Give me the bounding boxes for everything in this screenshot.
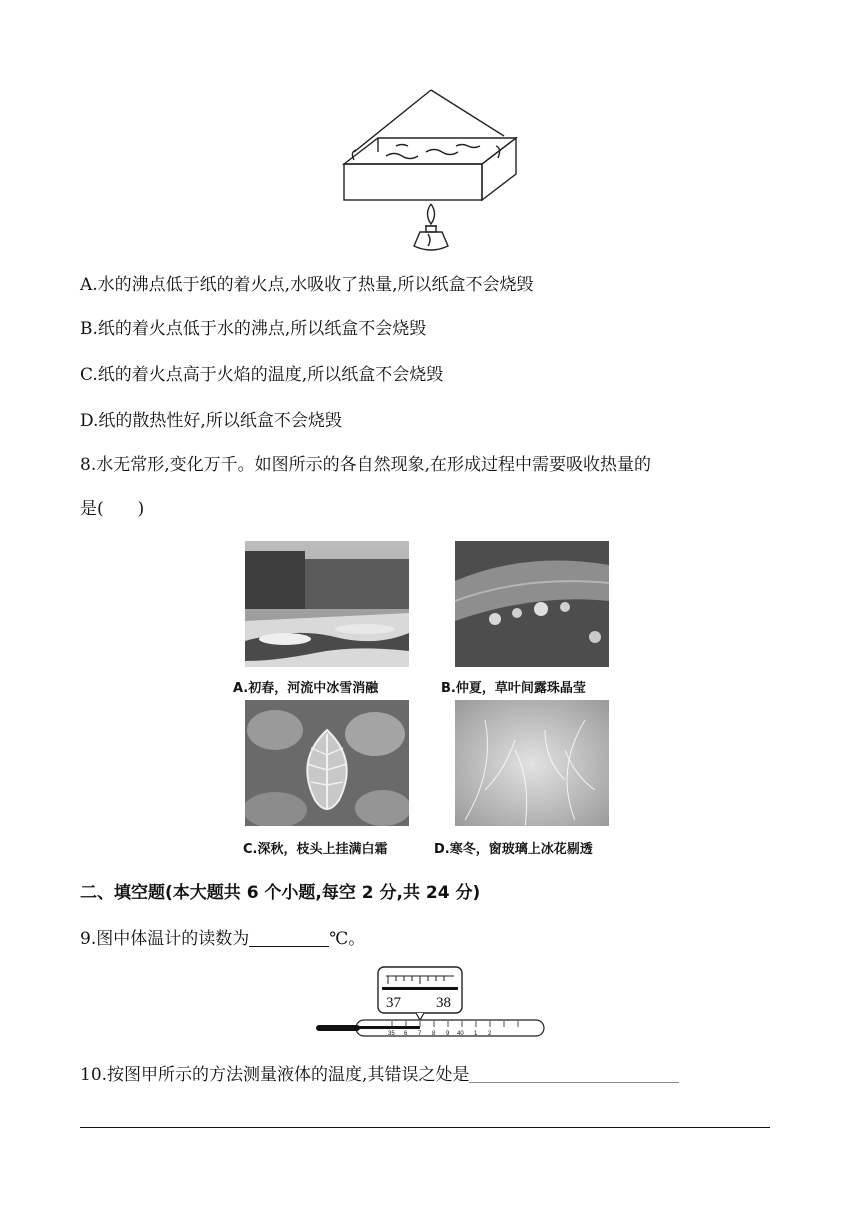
q7-option-d: D.纸的散热性好,所以纸盒不会烧毁 (80, 411, 342, 431)
q9-prefix: 9.图中体温计的读数为 (80, 929, 250, 949)
q10-answer-blank-1[interactable] (469, 1064, 679, 1083)
q9-answer-blank[interactable] (249, 928, 329, 947)
q9-suffix: ℃。 (329, 929, 366, 949)
q7-option-c: C.纸的着火点高于火焰的温度,所以纸盒不会烧毁 (80, 365, 444, 385)
q7-option-b: B.纸的着火点低于水的沸点,所以纸盒不会烧毁 (80, 319, 427, 339)
scale-label-39: 9 (446, 1031, 450, 1037)
q8-stem-line1: 8.水无常形,变化万千。如图所示的各自然现象,在形成过程中需要吸收热量的 (80, 455, 652, 475)
q9-stem (80, 928, 365, 950)
caption-b: B.仲夏，草叶间露珠晶莹 (441, 681, 586, 696)
scale-label-36: 6 (404, 1031, 408, 1037)
scale-label-40: 40 (457, 1031, 464, 1037)
scale-label-35: 35 (388, 1031, 395, 1037)
photo-dew-leaf (455, 541, 619, 667)
zoom-label-38: 38 (436, 995, 451, 1011)
scale-label-41: 1 (474, 1031, 478, 1037)
q10-answer-line-2[interactable] (80, 1127, 770, 1128)
caption-c: C.深秋，枝头上挂满白霜 (243, 842, 388, 857)
scale-label-37: 7 (418, 1031, 422, 1037)
scale-label-42: 2 (488, 1031, 492, 1037)
photo-frost-leaves (245, 700, 409, 826)
section-heading: 二、填空题(本大题共 6 个小题,每空 2 分,共 24 分) (80, 883, 481, 903)
q10-text: 10.按图甲所示的方法测量液体的温度,其错误之处是 (80, 1065, 470, 1085)
q10-stem (80, 1064, 679, 1086)
q7-option-a: A.水的沸点低于纸的着火点,水吸收了热量,所以纸盒不会烧毁 (80, 275, 534, 295)
photo-spring-river (245, 541, 409, 667)
caption-d: D.寒冬，窗玻璃上冰花剔透 (434, 842, 593, 857)
paper-box-burner-figure (336, 86, 526, 256)
zoom-label-37: 37 (386, 995, 401, 1011)
clinical-thermometer-figure (316, 964, 548, 1044)
photo-window-frost (455, 700, 619, 826)
q8-stem-line2: 是( ) (80, 499, 145, 519)
scale-label-38: 8 (432, 1031, 436, 1037)
caption-a: A.初春，河流中冰雪消融 (233, 681, 379, 696)
